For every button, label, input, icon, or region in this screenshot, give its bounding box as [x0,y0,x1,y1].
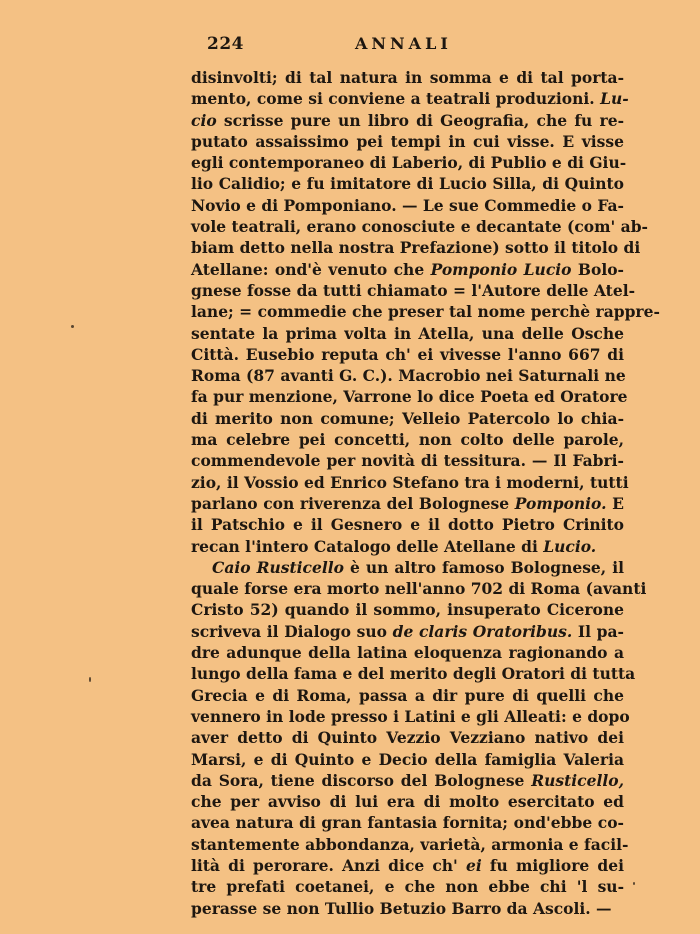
text-line [191,770,624,791]
text-segment: scriveva il Dialogo suo [191,621,393,641]
text-segment: da Sora, tiene discorso del Bolognese [191,770,532,790]
text-segment: il Patschio e il Gesnero e il dotto Pietro Crinito [191,515,624,535]
text-segment: lità di perorare. Anzi dice ch' [191,855,466,875]
page-number: 224 [207,34,244,54]
text-segment: perasse se non Tullio Betuzio Barro da Ascoli. — [191,898,612,918]
text-segment: sentate la prima volta in Atella, una delle Osche [191,323,624,343]
text-segment: che per avviso di lui era di molto esercitato ed [191,792,624,812]
text-segment: aver detto di Quinto Vezzio Vezziano nativo dei [191,728,624,748]
text-segment: mento, come si conviene a teatrali produzioni. [191,89,601,109]
text-segment: tre prefati coetanei, e che non ebbe chi 'l su- [191,877,624,897]
text-line [191,216,648,237]
text-segment: fa pur menzione, Varrone lo dice Poeta ed Oratore [191,387,628,407]
text-line [191,514,624,535]
text-line [191,450,624,471]
text-line [191,791,624,812]
page-header [207,34,461,56]
text-line [191,898,624,919]
text-line [191,855,624,876]
italic-text: cio [191,110,217,130]
text-segment: vole teatrali, erano conosciute e decantate (com' ab- [191,217,648,237]
text-line [191,429,624,450]
text-line [191,386,628,407]
text-line [191,557,624,578]
text-line [191,67,624,88]
text-segment: Atellane: ond'è venuto che [191,259,431,279]
text-segment: commendevole per novità di tessitura. — Il Fabri- [191,451,624,471]
text-line [191,663,636,684]
text-segment: zio, il Vossio ed Enrico Stefano tra i moderni, tutti [191,472,629,492]
text-segment: Bolo- [571,259,624,279]
text-line [191,280,636,301]
body-text [191,67,660,919]
text-segment: Il pa- [572,621,624,641]
text-line [191,493,624,514]
text-line [191,110,624,131]
text-line [191,599,624,620]
text-line [191,876,624,897]
text-segment: ma celebre pei concetti, non colto delle parole, [191,430,624,450]
text-segment: fu migliore dei [481,855,624,875]
text-segment: stantemente abbondanza, varietà, armonia e facil- [191,834,629,854]
text-segment: lungo della fama e del merito degli Oratori di tutta [191,664,636,684]
italic-text: Pomponio. [514,493,607,513]
text-segment: di merito non comune; Velleio Patercolo lo chia- [191,408,624,428]
margin-speck [89,677,91,682]
margin-speck [633,882,635,885]
italic-text: Lucio. [543,536,597,556]
italic-text: Rusticello, [531,770,624,790]
text-segment: vennero in lode presso i Latini e gli Alleati: e dopo [191,706,630,726]
text-segment: parlano con riverenza del Bolognese [191,493,515,513]
text-line [191,621,624,642]
text-line [191,152,627,173]
text-line [191,749,624,770]
text-line [191,706,630,727]
text-line [191,365,624,386]
text-line [191,88,629,109]
text-line [191,131,624,152]
text-segment: Città. Eusebio reputa ch' ei vivesse l'anno 667 di [191,344,624,364]
text-line [191,642,624,663]
italic-text: ei [465,855,482,875]
text-segment: Roma (87 avanti G. C.). Macrobio nei Saturnali ne [191,366,626,386]
text-segment: E [606,493,624,513]
text-segment: Cristo 52) quando il sommo, insuperato Cicerone [191,600,624,620]
text-segment: avea natura di gran fantasia fornita; ond'ebbe co- [191,813,624,833]
text-segment: è un altro famoso Bolognese, il [343,557,624,577]
text-segment: scrisse pure un libro di Geografia, che fu re- [216,110,624,130]
text-line [191,173,624,194]
text-line [191,727,624,748]
text-line [191,812,624,833]
text-line [191,344,624,365]
text-segment: gnese fosse da tutti chiamato = l'Autore delle Atel- [191,280,636,300]
text-segment: biam detto nella nostra Prefazione) sotto il titolo di [191,238,641,258]
text-segment: Marsi, e di Quinto e Decio della famiglia Valeria [191,749,624,769]
text-line [191,536,624,557]
text-line [191,578,647,599]
text-line [191,472,629,493]
text-segment: egli contemporaneo di Laberio, di Publio e di Giu- [191,153,627,173]
text-segment: Novio e di Pomponiano. — Le sue Commedie o Fa- [191,195,624,215]
running-title: ANNALI [355,34,452,53]
text-segment: putato assaissimo pei tempi in cui visse. E visse [191,131,624,151]
text-line [191,301,660,322]
margin-speck [71,325,74,328]
text-line [191,685,624,706]
text-segment: dre adunque della latina eloquenza ragionando a [191,643,624,663]
text-line [191,195,624,216]
text-line [191,237,641,258]
text-segment: quale forse era morto nell'anno 702 di Roma (avanti [191,579,647,599]
text-line [191,408,624,429]
text-line [191,834,629,855]
text-segment: disinvolti; di tal natura in somma e di tal porta- [191,68,624,87]
text-segment: recan l'intero Catalogo delle Atellane di [191,536,544,556]
italic-text: Lu- [600,89,629,109]
text-segment: lio Calidio; e fu imitatore di Lucio Silla, di Quinto [191,174,624,194]
text-segment: Grecia e di Roma, passa a dir pure di quelli che [191,685,624,705]
text-segment: lane; = commedie che preser tal nome perchè rappre- [191,302,660,322]
text-line [191,323,624,344]
italic-text: Caio Rusticello [212,557,344,577]
italic-text: de claris Oratoribus. [392,621,573,641]
text-line [191,259,624,280]
italic-text: Pomponio Lucio [430,259,572,279]
